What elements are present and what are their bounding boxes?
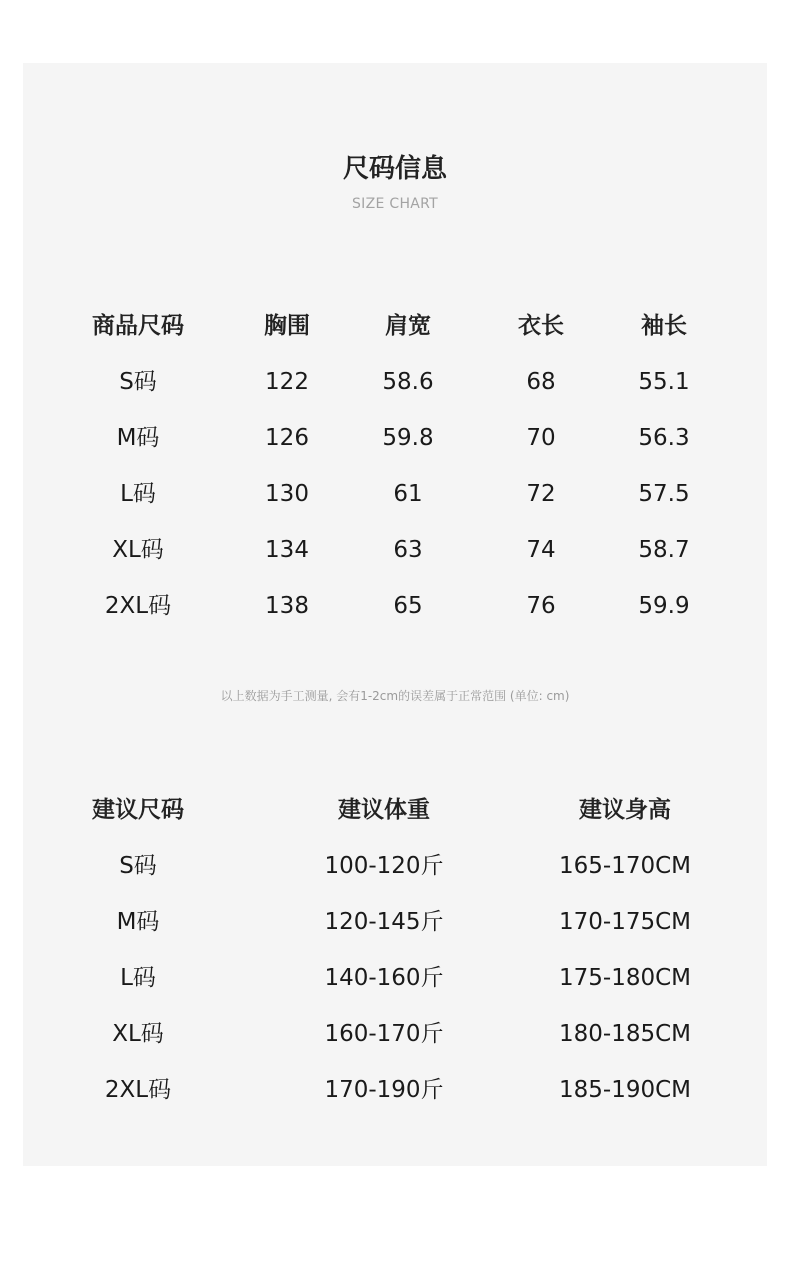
recommendation-table [0, 786, 790, 1122]
table-cell: L码 [120, 965, 156, 991]
table-cell: 140-160斤 [324, 965, 444, 991]
table-cell: 175-180CM [558, 965, 692, 991]
column-header-length: 衣长 [518, 313, 564, 339]
size-table-header-row [0, 302, 790, 358]
table-cell: 61 [393, 481, 423, 507]
table-cell: 59.8 [382, 425, 434, 451]
table-cell: S码 [119, 369, 157, 395]
table-cell: 165-170CM [558, 853, 692, 879]
size-table [0, 302, 790, 638]
table-cell: 130 [265, 481, 309, 507]
page-subtitle: SIZE CHART [351, 196, 439, 212]
table-cell: XL码 [112, 537, 164, 563]
table-row [0, 358, 790, 414]
table-cell: 160-170斤 [324, 1021, 444, 1047]
column-header-recommended-weight: 建议体重 [338, 797, 430, 823]
page-title: 尺码信息 [342, 154, 447, 184]
column-header-recommended-height: 建议身高 [579, 797, 671, 823]
table-row [0, 470, 790, 526]
table-cell: L码 [120, 481, 156, 507]
column-header-size: 商品尺码 [92, 313, 184, 339]
table-cell: 55.1 [638, 369, 690, 395]
table-row [0, 898, 790, 954]
table-cell: 134 [265, 537, 309, 563]
table-cell: 2XL码 [104, 1077, 172, 1103]
table-cell: 170-175CM [558, 909, 692, 935]
table-cell: 170-190斤 [324, 1077, 444, 1103]
table-cell: 76 [526, 593, 556, 619]
table-cell: 185-190CM [558, 1077, 692, 1103]
table-cell: M码 [116, 909, 160, 935]
table-cell: 138 [265, 593, 309, 619]
table-row [0, 526, 790, 582]
table-cell: 100-120斤 [324, 853, 444, 879]
recommendation-header-row [0, 786, 790, 842]
table-cell: 58.7 [638, 537, 690, 563]
table-cell: 72 [526, 481, 556, 507]
column-header-shoulder: 肩宽 [385, 313, 431, 339]
table-cell: 57.5 [638, 481, 690, 507]
table-row [0, 1066, 790, 1122]
table-cell: 65 [393, 593, 423, 619]
table-row [0, 842, 790, 898]
table-cell: 56.3 [638, 425, 690, 451]
table-cell: 63 [393, 537, 423, 563]
table-cell: 180-185CM [558, 1021, 692, 1047]
column-header-recommended-size: 建议尺码 [92, 797, 184, 823]
column-header-sleeve: 袖长 [641, 313, 687, 339]
table-cell: M码 [116, 425, 160, 451]
table-cell: 59.9 [638, 593, 690, 619]
measurement-note: 以上数据为手工测量, 会有1-2cm的误差属于正常范围 (单位: cm) [220, 689, 570, 703]
table-cell: 120-145斤 [324, 909, 444, 935]
table-cell: 58.6 [382, 369, 434, 395]
table-cell: 68 [526, 369, 556, 395]
table-cell: 122 [265, 369, 309, 395]
table-row [0, 582, 790, 638]
table-cell: S码 [119, 853, 157, 879]
table-cell: 126 [265, 425, 309, 451]
table-row [0, 414, 790, 470]
column-header-chest: 胸围 [264, 313, 310, 339]
table-cell: 2XL码 [104, 593, 172, 619]
table-cell: 70 [526, 425, 556, 451]
table-row [0, 954, 790, 1010]
table-row [0, 1010, 790, 1066]
table-cell: XL码 [112, 1021, 164, 1047]
table-cell: 74 [526, 537, 556, 563]
